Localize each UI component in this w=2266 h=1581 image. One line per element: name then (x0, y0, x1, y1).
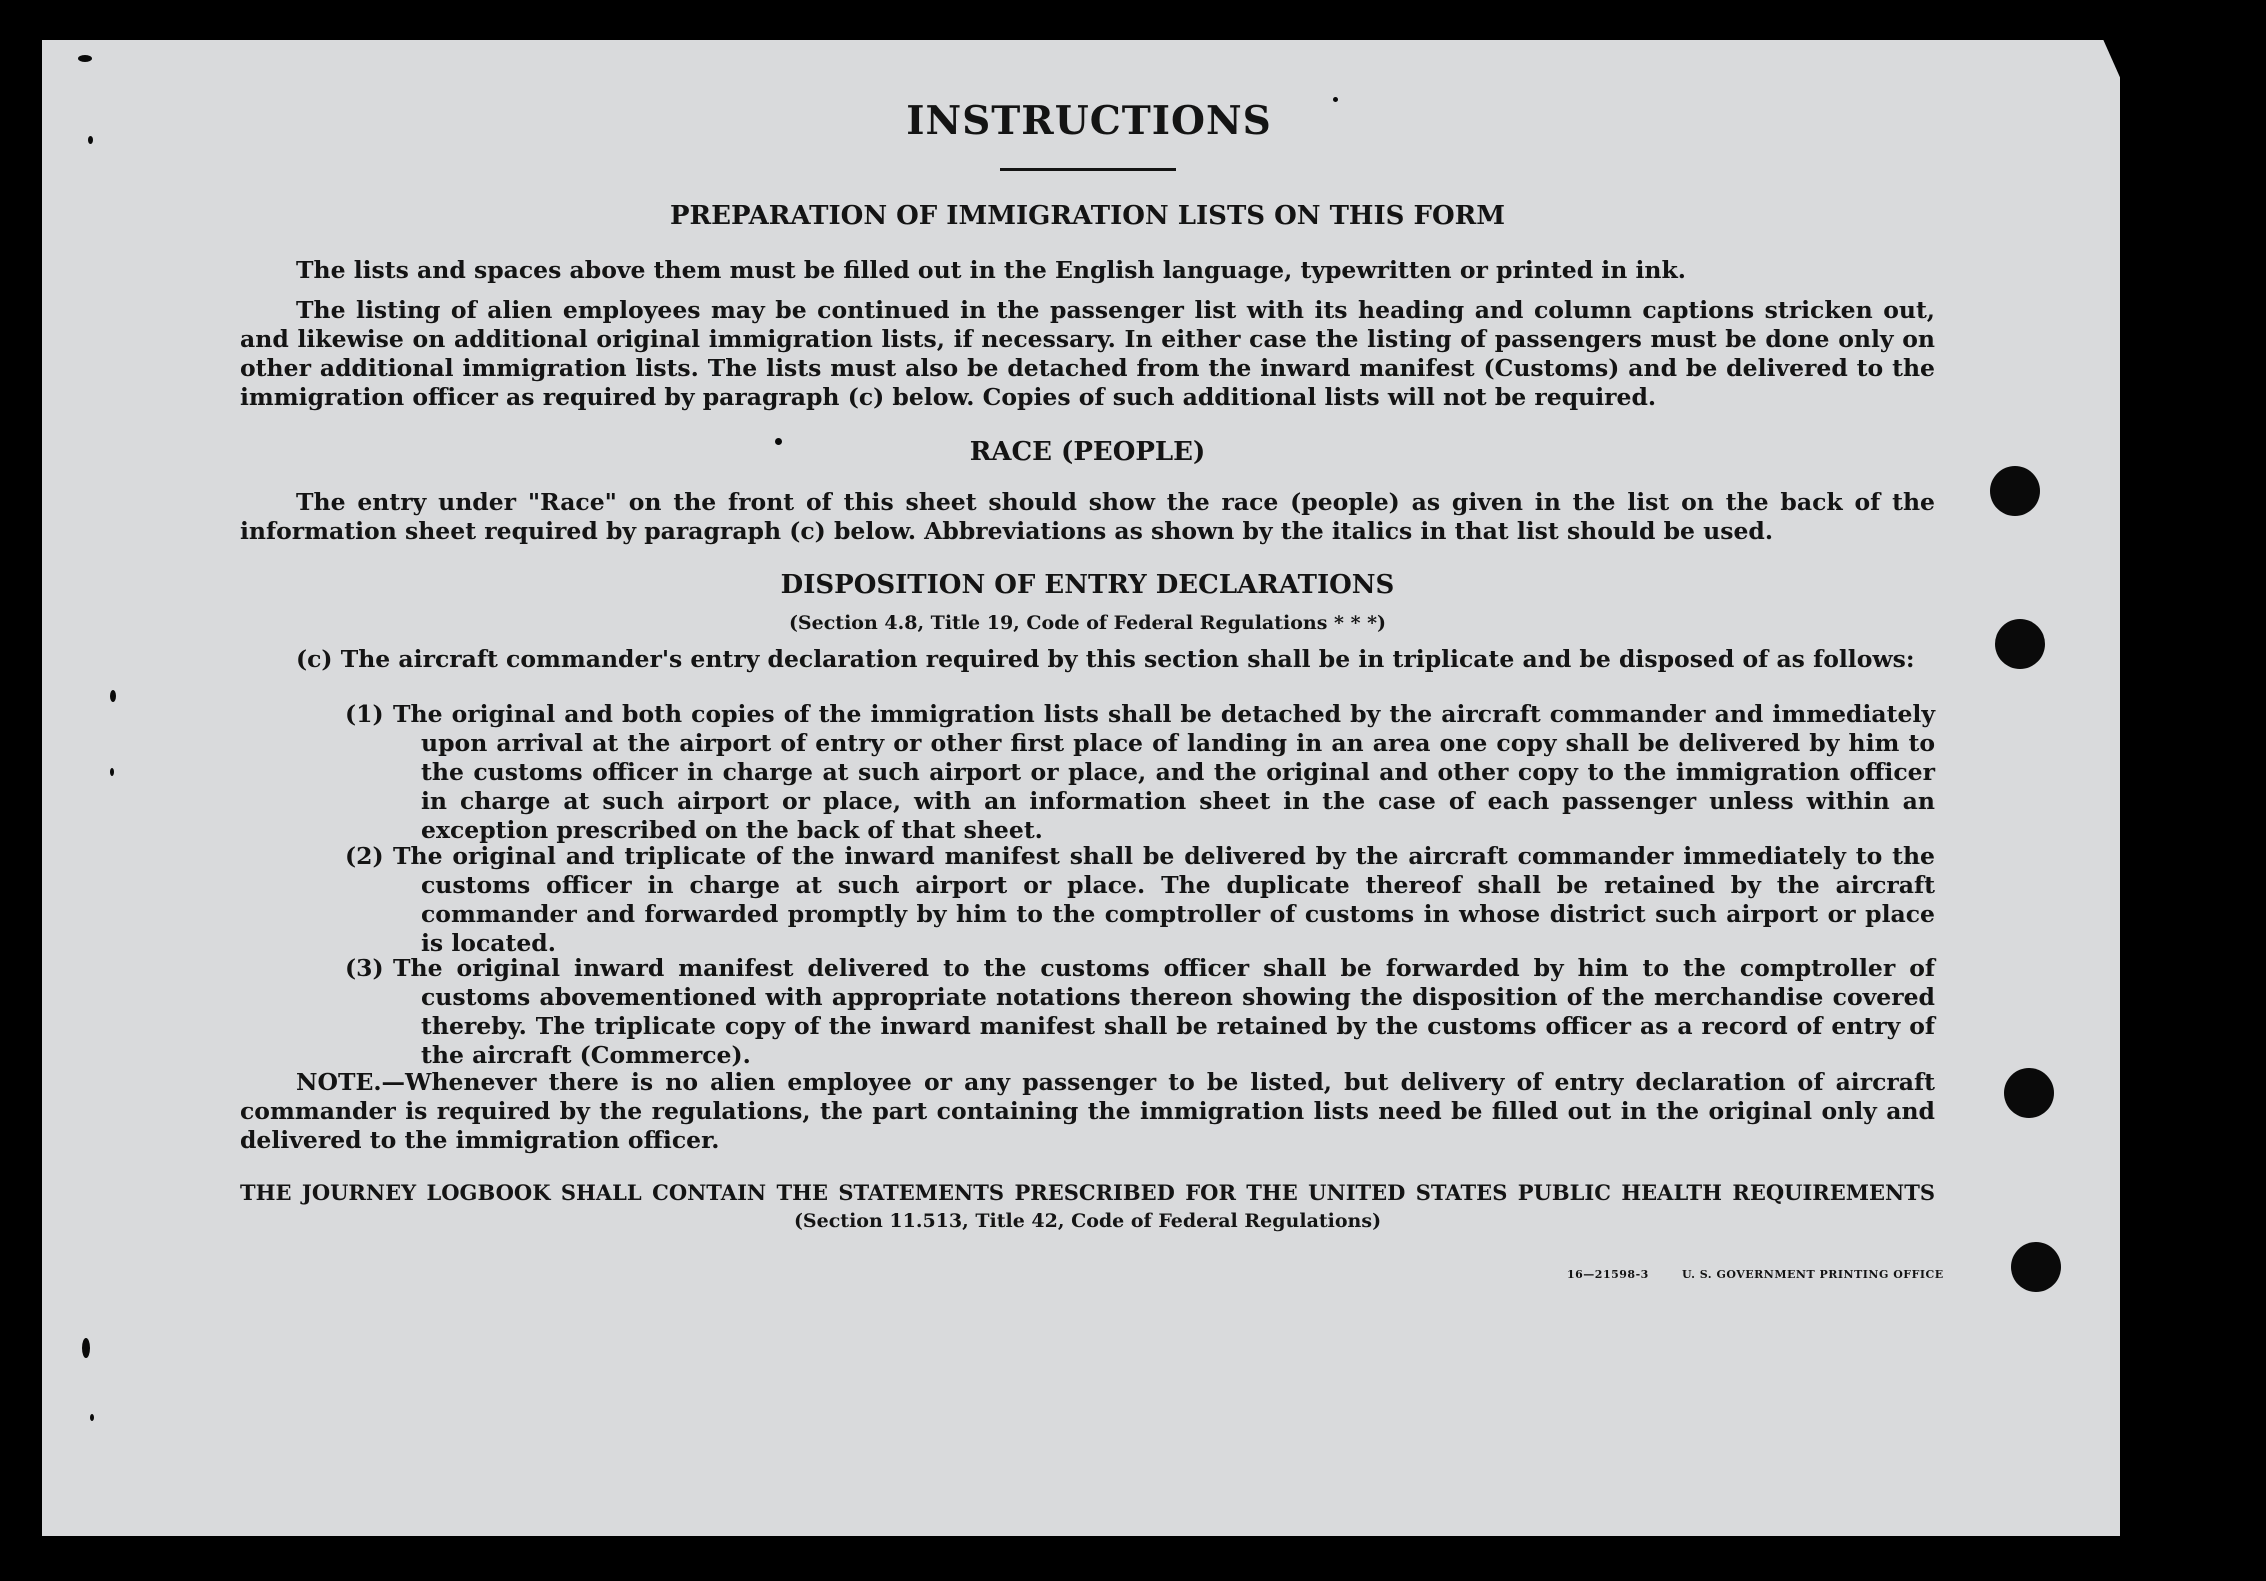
punch-hole (1990, 466, 2040, 516)
note-label: NOTE. (296, 1068, 382, 1096)
disposition-item (345, 700, 1935, 845)
item-number: (2) (345, 842, 384, 870)
item-number: (3) (345, 954, 384, 982)
page-title: INSTRUCTIONS (906, 98, 1272, 144)
disposition-item (345, 954, 1935, 1070)
preparation-heading: PREPARATION OF IMMIGRATION LISTS ON THIS FORM (670, 201, 1505, 231)
punch-hole (2004, 1068, 2054, 1118)
punch-hole (1995, 619, 2045, 669)
punch-hole (2011, 1242, 2061, 1292)
preparation-paragraph-2: The listing of alien employees may be continued in the passenger list with its heading and column captions stricken out, and likewise on additional original immigration lists, if necessary. In either case the listing of passengers must be done only on other additional immigration lists. The lists must also be detached from the inward manifest (Customs) and be delivered to the immigration officer as required by paragraph (c) below. Copies of such additional lists will not be required. (240, 296, 1935, 411)
disposition-citation: (Section 4.8, Title 19, Code of Federal Regulations * * *) (788, 612, 1387, 634)
disposition-item (345, 842, 1935, 958)
preparation-paragraph-1: The lists and spaces above them must be filled out in the English language, typewritten or printed in ink. (296, 256, 1686, 284)
race-heading: RACE (PEOPLE) (969, 437, 1206, 467)
speck (82, 1338, 90, 1358)
speck (110, 690, 116, 702)
item-text: The original and triplicate of the inward manifest shall be delivered by the aircraft commander immediately to the customs officer in charge at such airport or place. The duplicate thereof shall be retained by the aircraft commander and forwarded promptly by him to the comptroller of customs in whose district such airport or place is located. (393, 842, 1935, 957)
speck (90, 1414, 94, 1421)
disposition-intro: (c) The aircraft commander's entry declaration required by this section shall be in triplicate and be disposed of as follows: (296, 645, 1915, 673)
note-text: —Whenever there is no alien employee or any passenger to be listed, but delivery of entry declaration of aircraft commander is required by the regulations, the part containing the immigration lists need be filled out in the original only and delivered to the immigration officer. (240, 1068, 1935, 1154)
speck (110, 768, 114, 776)
form-number: 16—21598-3 (1567, 1268, 1649, 1281)
speck (78, 55, 92, 62)
health-citation: (Section 11.513, Title 42, Code of Federal Regulations) (793, 1210, 1382, 1232)
item-text: The original inward manifest delivered to the customs officer shall be forwarded by him to the comptroller of customs abovementioned with appropriate notations thereon showing the disposition of the merchandise covered thereby. The triplicate copy of the inward manifest shall be retained by the customs officer as a record of entry of the aircraft (Commerce). (393, 954, 1935, 1069)
printer-credit: U. S. GOVERNMENT PRINTING OFFICE (1682, 1268, 1944, 1281)
item-text: The original and both copies of the immigration lists shall be detached by the aircraft commander and immediately upon arrival at the airport of entry or other first place of landing in an area one copy shall be delivered by him to the customs officer in charge at such airport or place, and the original and other copy to the immigration officer in charge at such airport or place, with an information sheet in the case of each passenger unless within an exception prescribed on the back of that sheet. (393, 700, 1935, 844)
title-underline (1000, 168, 1176, 171)
disposition-heading: DISPOSITION OF ENTRY DECLARATIONS (780, 570, 1395, 600)
item-number: (1) (345, 700, 384, 728)
race-paragraph: The entry under "Race" on the front of this sheet should show the race (people) as given in the list on the back of the information sheet required by paragraph (c) below. Abbreviations as shown by the italics in that list should be used. (240, 488, 1935, 545)
note-paragraph (240, 1068, 1935, 1155)
health-requirements: THE JOURNEY LOGBOOK SHALL CONTAIN THE STATEMENTS PRESCRIBED FOR THE UNITED STATES PUBLIC HEALTH REQUIREMENTS (240, 1180, 1935, 1205)
